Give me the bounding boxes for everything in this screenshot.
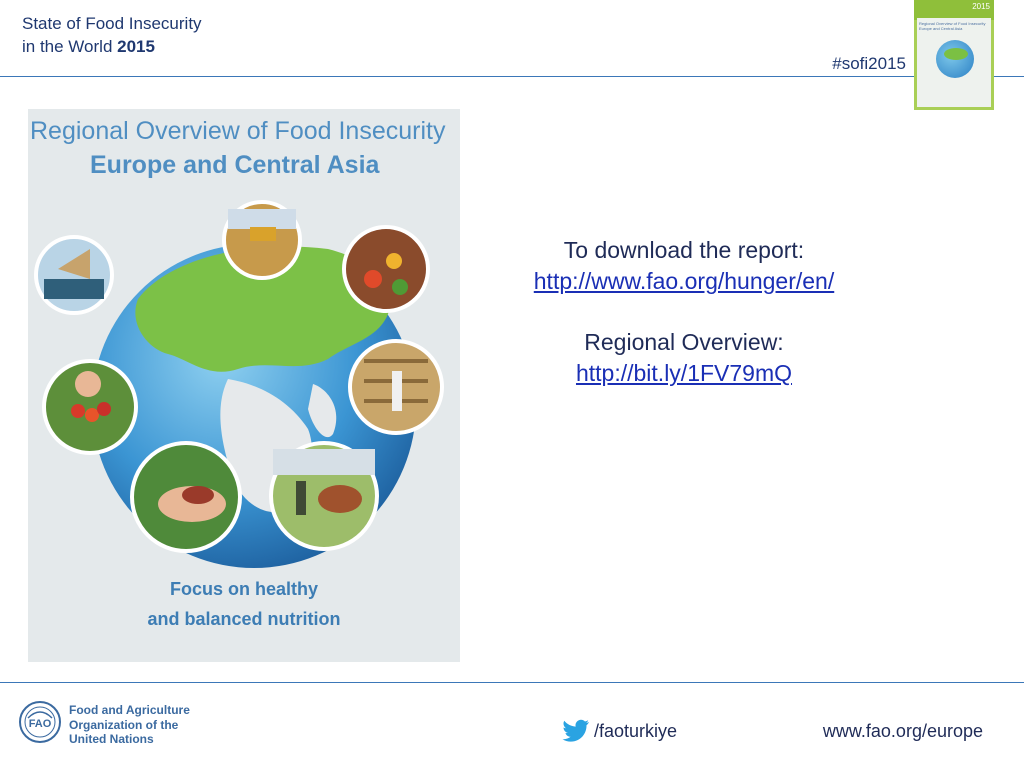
regional-overview-label: Regional Overview: [584, 329, 784, 355]
photo-fishery [36, 237, 112, 313]
thumbnail-year: 2015 [972, 2, 990, 11]
download-label: To download the report: [563, 237, 805, 263]
cover-subtitle-line2: and balanced nutrition [147, 609, 341, 629]
photo-grain-in-hand [132, 443, 240, 551]
download-link[interactable]: http://www.fao.org/hunger/en/ [533, 268, 835, 294]
footer-divider [0, 682, 1024, 683]
photo-cheese-warehouse [350, 341, 442, 433]
twitter-bird-icon [562, 718, 590, 744]
svg-text:FAO: FAO [28, 718, 52, 730]
header-divider [0, 76, 1024, 77]
fao-name-line1: Food and Agriculture [69, 703, 190, 717]
photo-wheat-harvest [224, 202, 300, 278]
fao-name-line2: Organization of the [69, 717, 179, 732]
fao-logo-icon [18, 700, 62, 744]
website-link[interactable]: www.fao.org/europe [822, 721, 983, 741]
thumbnail-title-line2: Europe and Central Asia [919, 26, 963, 31]
thumbnail-title [919, 21, 989, 31]
photo-vegetable-market [344, 227, 428, 311]
fao-name-line3: United Nations [69, 732, 154, 746]
deck-title [22, 12, 202, 58]
fao-organization-name [69, 703, 190, 747]
deck-title-line2-text: in the World [22, 37, 113, 56]
deck-title-line1: State of Food Insecurity [22, 14, 202, 33]
photo-farmers-with-cattle [271, 443, 377, 549]
thumbnail-title-line1: Regional Overview of Food Insecurity [919, 21, 986, 26]
report-cover-image [28, 109, 460, 662]
cover-title-line2: Europe and Central Asia [90, 151, 380, 179]
regional-link-row [500, 360, 868, 387]
cover-subtitle-line1: Focus on healthy [169, 579, 319, 599]
twitter-handle[interactable]: /faoturkiye [594, 721, 678, 741]
report-cover-thumbnail [914, 0, 994, 110]
cover-title-line1: Regional Overview of Food Insecurity [30, 117, 446, 145]
hashtag: #sofi2015 [832, 54, 906, 73]
photo-woman-with-apples [44, 361, 136, 453]
deck-title-year: 2015 [117, 37, 155, 56]
thumbnail-land [944, 48, 968, 60]
deck-title-line2 [22, 35, 202, 58]
download-link-row [500, 268, 868, 295]
regional-overview-link[interactable]: http://bit.ly/1FV79mQ [575, 360, 793, 386]
